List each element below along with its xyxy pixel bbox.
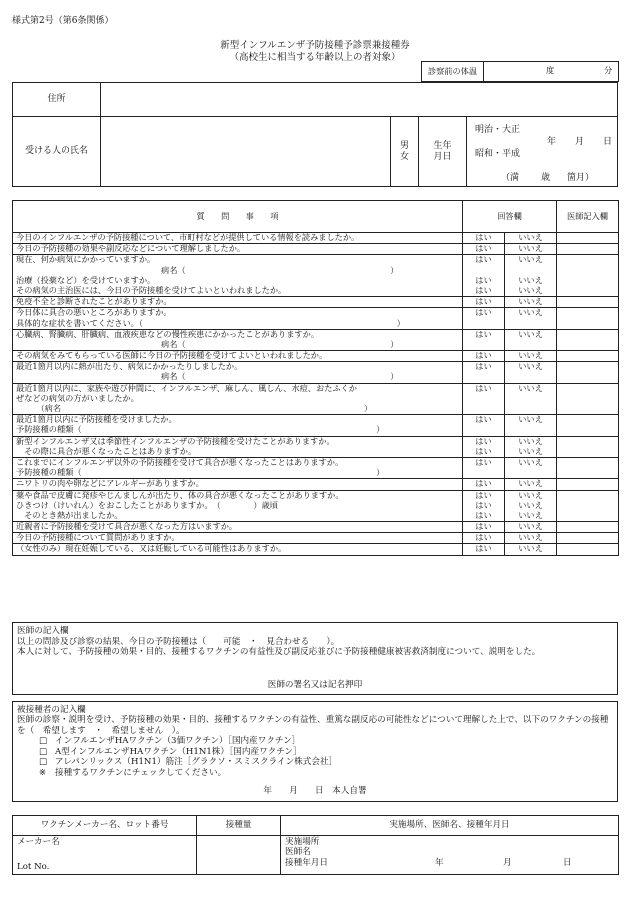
- question-line: 最近1箇月以内に熱が出たり、病気にかかったりしましたか。: [16, 362, 243, 372]
- answer-yes[interactable]: はい: [475, 244, 492, 254]
- answer-yes-cell[interactable]: [463, 533, 505, 544]
- title-line-1: 新型インフルエンザ予防接種予診票兼接種券: [220, 40, 410, 51]
- dob-field[interactable]: [467, 117, 618, 187]
- answer-no[interactable]: いいえ: [518, 308, 543, 318]
- question-line: これまでにインフルエンザ以外の予防接種を受けて具合が悪くなったことはありますか。: [16, 457, 344, 467]
- answer-no[interactable]: いいえ: [518, 362, 543, 372]
- answer-yes-cell[interactable]: [463, 244, 505, 255]
- question-line: 病名（ ）: [161, 339, 399, 349]
- question-line: 薬や食品で皮膚に発疹やじんましんが出たり、体の具合が悪くなったことがありますか。: [16, 490, 344, 500]
- dob-label-1: 生年: [433, 140, 452, 151]
- answer-no[interactable]: いいえ: [518, 233, 543, 242]
- question-line: 今日のインフルエンザの予防接種について、市町村などが提供している情報を読みましたか。: [16, 233, 360, 242]
- question-row: [13, 362, 619, 383]
- answer-yes-cell[interactable]: [463, 490, 505, 522]
- question-line: 今日の予防接種について質問がありますか。: [16, 533, 180, 543]
- temperature-deg: 度: [546, 65, 555, 75]
- questions-body: [13, 233, 619, 556]
- checkbox-icon[interactable]: □: [39, 746, 48, 757]
- dob-day: 日: [603, 137, 613, 147]
- answer-yes[interactable]: はい: [475, 233, 492, 242]
- doctor-note-cell[interactable]: [557, 362, 619, 383]
- lot-label: Lot No.: [17, 862, 50, 873]
- vaccine-option-1[interactable]: [17, 736, 613, 746]
- sex-field[interactable]: [391, 117, 419, 187]
- answer-yes-cell[interactable]: [463, 383, 505, 415]
- answer-no[interactable]: いいえ: [518, 285, 543, 295]
- answer-yes-cell[interactable]: [463, 255, 505, 297]
- answer-no-cell[interactable]: [505, 255, 557, 297]
- vaccine-table: [12, 815, 619, 875]
- vaccine-maker-header: ワクチンメーカー名、ロット番号: [13, 816, 197, 836]
- question-text: [13, 436, 463, 457]
- question-line: 最近1箇月以内に、家族や遊び仲間に、インフルエンザ、麻しん、風しん、水痘、おたふくか: [16, 383, 357, 393]
- question-line: その病気の主治医には、今日の予防接種を受けてよいといわれましたか。: [16, 285, 287, 295]
- personal-info-table: [12, 82, 618, 187]
- name-field[interactable]: [101, 117, 391, 187]
- question-row: [13, 383, 619, 415]
- answer-no-cell[interactable]: [505, 522, 557, 533]
- date-day: 日: [563, 857, 572, 868]
- question-row: [13, 244, 619, 255]
- answer-yes-cell[interactable]: [463, 297, 505, 308]
- vaccine-dose-field[interactable]: [197, 836, 281, 875]
- answer-yes-cell[interactable]: [463, 329, 505, 350]
- note-label: 接種するワクチンにチェックしてください。: [55, 767, 227, 778]
- answer-no-cell[interactable]: [505, 351, 557, 362]
- answer-spacer: [505, 372, 556, 382]
- answer-spacer: [463, 394, 504, 404]
- checkbox-icon[interactable]: □: [39, 736, 48, 747]
- answer-spacer: [505, 425, 556, 435]
- answer-no[interactable]: いいえ: [518, 510, 543, 520]
- doctor-line-2: 本人に対して、予防接種の効果・目的、接種するワクチンの有益性及び副反応並びに予防接種健康被害救済制度について、説明をした。: [17, 647, 541, 658]
- question-line: （女性のみ）現在妊娠している、又は妊娠している可能性はありますか。: [16, 544, 287, 554]
- vaccine-dose-header: 接種量: [197, 816, 281, 836]
- answer-spacer: [463, 372, 504, 382]
- question-row: [13, 255, 619, 297]
- question-text: [13, 351, 463, 362]
- doctor-section: [12, 622, 618, 695]
- question-row: [13, 457, 619, 478]
- question-line: 免疫不全と診断されたことがありますか。: [16, 297, 172, 307]
- question-text: [13, 415, 463, 436]
- question-line: 今日体に具合の悪いところがありますか。: [16, 308, 172, 318]
- address-field[interactable]: [101, 83, 618, 117]
- question-row: [13, 544, 619, 555]
- form-code: 様式第2号（第6条関係）: [12, 16, 114, 26]
- date-label-text: 接種年月日: [285, 857, 328, 868]
- answer-no[interactable]: いいえ: [518, 329, 543, 339]
- answer-yes[interactable]: はい: [475, 351, 492, 361]
- name-label: 受ける人の氏名: [13, 117, 101, 187]
- answer-no[interactable]: いいえ: [518, 500, 543, 510]
- answer-yes[interactable]: はい: [475, 479, 492, 489]
- answer-no[interactable]: いいえ: [518, 255, 543, 265]
- answer-yes-cell[interactable]: [463, 415, 505, 436]
- question-line: 新型インフルエンザ又は季節性インフルエンザの予防接種を受けたことがありますか。: [16, 436, 335, 446]
- answer-spacer: [463, 425, 504, 435]
- answer-yes-cell[interactable]: [463, 479, 505, 490]
- answer-no[interactable]: いいえ: [518, 244, 543, 254]
- answer-spacer: [463, 468, 504, 478]
- question-text: [13, 297, 463, 308]
- question-line: ひきつけ（けいれん）をおこしたことがありますか。 （ ）歳頃: [16, 500, 278, 510]
- dob-label-2: 月日: [433, 151, 452, 162]
- temperature-table: [421, 61, 619, 82]
- questions-header: 質 問 事 項: [13, 201, 463, 233]
- answer-spacer: [505, 266, 556, 276]
- answer-no-cell[interactable]: [505, 244, 557, 255]
- answer-yes[interactable]: はい: [475, 362, 492, 372]
- date-label: [285, 858, 614, 868]
- doctor-note-cell[interactable]: [557, 522, 619, 533]
- answer-spacer: [505, 468, 556, 478]
- question-line: 最近1箇月以内に予防接種を受けましたか。: [16, 415, 177, 425]
- question-row: [13, 479, 619, 490]
- patient-heading: 被接種者の記入欄: [17, 705, 86, 715]
- answer-yes[interactable]: はい: [475, 490, 492, 500]
- answer-yes[interactable]: はい: [475, 522, 492, 532]
- doctor-note-cell[interactable]: [557, 415, 619, 436]
- answer-no-cell[interactable]: [505, 329, 557, 350]
- answer-yes[interactable]: はい: [475, 329, 492, 339]
- answer-no[interactable]: いいえ: [518, 544, 543, 554]
- answer-no-cell[interactable]: [505, 308, 557, 329]
- sex-female: 女: [399, 151, 409, 162]
- place-label: 実施場所: [285, 837, 320, 847]
- vaccine-maker-field[interactable]: [13, 836, 197, 875]
- answer-yes[interactable]: はい: [475, 308, 492, 318]
- note-mark-icon: ※: [39, 767, 47, 778]
- doctor-note-cell[interactable]: [557, 436, 619, 457]
- vaccine-option-3[interactable]: [17, 757, 613, 767]
- answer-yes-cell[interactable]: [463, 308, 505, 329]
- answer-yes[interactable]: はい: [475, 297, 492, 307]
- answer-no-cell[interactable]: [505, 479, 557, 490]
- question-text: [13, 383, 463, 415]
- answer-yes[interactable]: はい: [475, 544, 492, 554]
- answer-no-cell[interactable]: [505, 544, 557, 555]
- answer-spacer: [505, 319, 556, 329]
- answer-spacer: [463, 404, 504, 414]
- date-year: 年: [435, 857, 444, 868]
- answer-yes[interactable]: はい: [475, 446, 492, 456]
- doctor-header: 医師記入欄: [557, 201, 619, 233]
- question-text: [13, 533, 463, 544]
- question-row: [13, 436, 619, 457]
- question-row: [13, 329, 619, 350]
- answer-no[interactable]: いいえ: [518, 415, 543, 425]
- question-row: [13, 490, 619, 522]
- answer-yes[interactable]: はい: [475, 275, 492, 285]
- answer-no-cell[interactable]: [505, 533, 557, 544]
- answer-no[interactable]: いいえ: [518, 533, 543, 543]
- question-line: 病名（ ）: [161, 372, 399, 382]
- doctor-note-cell[interactable]: [557, 297, 619, 308]
- question-text: [13, 244, 463, 255]
- temperature-label: 診察前の体温: [422, 62, 484, 82]
- answer-yes[interactable]: はい: [475, 436, 492, 446]
- question-text: [13, 233, 463, 244]
- answer-spacer: [463, 319, 504, 329]
- question-line: 治療（投薬など）を受けていますか。: [16, 275, 156, 285]
- age-years: 歳: [541, 173, 551, 183]
- question-text: [13, 457, 463, 478]
- dob-year: 年: [547, 137, 557, 147]
- answer-no[interactable]: いいえ: [518, 490, 543, 500]
- answer-no[interactable]: いいえ: [518, 436, 543, 446]
- question-row: [13, 233, 619, 244]
- option-label: インフルエンザHAワクチン（3価ワクチン）［国内産ワクチン］: [55, 736, 301, 747]
- question-text: [13, 479, 463, 490]
- answer-no-cell[interactable]: [505, 457, 557, 478]
- answer-no[interactable]: いいえ: [518, 479, 543, 489]
- question-text: [13, 329, 463, 350]
- answer-no[interactable]: いいえ: [518, 446, 543, 456]
- question-line: ぜなどの病気の方がいましたか。: [16, 393, 139, 403]
- option-label: アレパンリックス（H1N1）筋注［グラクソ・スミスクライン株式会社］: [55, 757, 338, 768]
- question-row: [13, 351, 619, 362]
- vaccine-place-field[interactable]: [281, 836, 619, 875]
- question-line: 心臓病、腎臓病、肝臓病、血液疾患などの慢性疾患にかかったことがありますか。: [16, 329, 319, 339]
- title-line-2: （高校生に相当する年齢以上の者対象）: [229, 51, 401, 63]
- answer-spacer: [463, 340, 504, 350]
- question-line: （病名 ）: [16, 404, 373, 413]
- answer-yes-cell[interactable]: [463, 362, 505, 383]
- answer-no[interactable]: いいえ: [518, 275, 543, 285]
- option-label: A型インフルエンザHAワクチン（H1N1株）［国内産ワクチン］: [55, 746, 302, 757]
- question-line: 予防接種の種類（ ）: [16, 425, 385, 435]
- question-line: その際に具合が悪くなったことはありますか。: [16, 446, 197, 456]
- era-1: 明治・大正: [475, 125, 521, 135]
- answer-no[interactable]: いいえ: [518, 297, 543, 307]
- question-line: ニワトリの肉や卵などにアレルギーがありますか。: [16, 479, 204, 489]
- answer-no-cell[interactable]: [505, 233, 557, 244]
- doctor-note-cell[interactable]: [557, 308, 619, 329]
- doctor-note-cell[interactable]: [557, 479, 619, 490]
- maker-label: メーカー名: [17, 837, 60, 847]
- answer-yes[interactable]: はい: [475, 285, 492, 295]
- question-line: そのとき熱が出ましたか。: [16, 510, 123, 520]
- answer-no-cell[interactable]: [505, 436, 557, 457]
- doctor-note-cell[interactable]: [557, 457, 619, 478]
- age-months: 箇月）: [567, 173, 595, 183]
- address-label: 住所: [13, 83, 101, 117]
- question-text: [13, 522, 463, 533]
- doctor-note-cell[interactable]: [557, 233, 619, 244]
- answer-spacer: [505, 394, 556, 404]
- doctor-signature-label: 医師の署名又は記名押印: [267, 680, 363, 691]
- doctor-note-cell[interactable]: [557, 383, 619, 415]
- answer-spacer: [463, 266, 504, 276]
- answer-no-cell[interactable]: [505, 383, 557, 415]
- answer-yes[interactable]: はい: [475, 500, 492, 510]
- answer-no[interactable]: いいえ: [518, 522, 543, 532]
- question-line: 病名（ ）: [161, 265, 399, 275]
- answer-yes[interactable]: はい: [475, 533, 492, 543]
- answer-no[interactable]: いいえ: [518, 383, 543, 393]
- date-month: 月: [503, 857, 512, 868]
- vaccine-note: [17, 768, 613, 778]
- question-text: [13, 490, 463, 522]
- answer-yes-cell[interactable]: [463, 436, 505, 457]
- question-row: [13, 308, 619, 329]
- doctor-note-cell[interactable]: [557, 544, 619, 555]
- questions-table: [12, 200, 619, 556]
- question-text: [13, 308, 463, 329]
- question-line: 近親者に予防接種を受けて具合が悪くなった方はいますか。: [16, 522, 238, 532]
- question-line: 現在、何か病気にかかっていますか。: [16, 255, 156, 265]
- answer-no[interactable]: いいえ: [518, 457, 543, 467]
- dob-month: 月: [575, 137, 585, 147]
- answer-header: 回答欄: [463, 201, 557, 233]
- question-text: [13, 544, 463, 555]
- answer-no[interactable]: いいえ: [518, 351, 543, 361]
- question-row: [13, 533, 619, 544]
- age-open: （満: [501, 173, 520, 183]
- answer-yes-cell[interactable]: [463, 351, 505, 362]
- answer-yes-cell[interactable]: [463, 457, 505, 478]
- doctor-note-cell[interactable]: [557, 329, 619, 350]
- answer-yes[interactable]: はい: [475, 510, 492, 520]
- dob-label: [419, 117, 467, 187]
- era-2: 昭和・平成: [475, 149, 521, 159]
- doctor-note-cell[interactable]: [557, 533, 619, 544]
- question-line: 予防接種の種類（ ）: [16, 468, 385, 478]
- patient-signature-label: 年 月 日 本人自署: [263, 785, 367, 796]
- patient-line-1: 医師の診察・説明を受け、予防接種の効果・目的、接種するワクチンの有益性、重篤な副反応の可能性などについて理解した上で、以下のワクチンの接種を（ 希望します ・ 希望しません ）。: [17, 715, 609, 736]
- question-line: その病気をみてもらっている医師に今日の予防接種を受けてよいといわれましたか。: [16, 351, 328, 361]
- patient-section: [12, 701, 618, 802]
- answer-spacer: [505, 340, 556, 350]
- question-line: 今日の予防接種の効果や副反応などについて理解しましたか。: [16, 244, 246, 254]
- answer-no-cell[interactable]: [505, 490, 557, 522]
- answer-no-cell[interactable]: [505, 362, 557, 383]
- answer-yes[interactable]: はい: [475, 415, 492, 425]
- answer-yes[interactable]: はい: [475, 457, 492, 467]
- answer-yes[interactable]: はい: [475, 383, 492, 393]
- doctor-note-cell[interactable]: [557, 490, 619, 522]
- checkbox-icon[interactable]: □: [39, 757, 48, 768]
- question-line: 具体的な症状を書いてください。（ ）: [16, 318, 405, 328]
- doctor-note-cell[interactable]: [557, 351, 619, 362]
- question-row: [13, 297, 619, 308]
- answer-yes[interactable]: はい: [475, 255, 492, 265]
- question-text: [13, 362, 463, 383]
- doctor-line-1: 以上の問診及び診察の結果、今日の予防接種は（ 可能 ・ 見合わせる ）。: [17, 636, 340, 647]
- question-row: [13, 415, 619, 436]
- answer-yes-cell[interactable]: [463, 233, 505, 244]
- sex-male: 男: [399, 140, 409, 151]
- answer-yes-cell[interactable]: [463, 544, 505, 555]
- answer-spacer: [505, 404, 556, 414]
- doctor-note-cell[interactable]: [557, 255, 619, 297]
- vaccine-option-2[interactable]: [17, 747, 613, 757]
- doctor-note-cell[interactable]: [557, 244, 619, 255]
- temperature-field[interactable]: [484, 62, 619, 82]
- answer-yes-cell[interactable]: [463, 522, 505, 533]
- question-text: [13, 255, 463, 297]
- question-row: [13, 522, 619, 533]
- temperature-min: 分: [604, 65, 613, 75]
- doctor-name-label: 医師名: [285, 847, 311, 858]
- doctor-heading: 医師の記入欄: [17, 626, 69, 636]
- vaccine-place-header: 実施場所、医師名、接種年月日: [281, 816, 619, 836]
- answer-no-cell[interactable]: [505, 297, 557, 308]
- answer-no-cell[interactable]: [505, 415, 557, 436]
